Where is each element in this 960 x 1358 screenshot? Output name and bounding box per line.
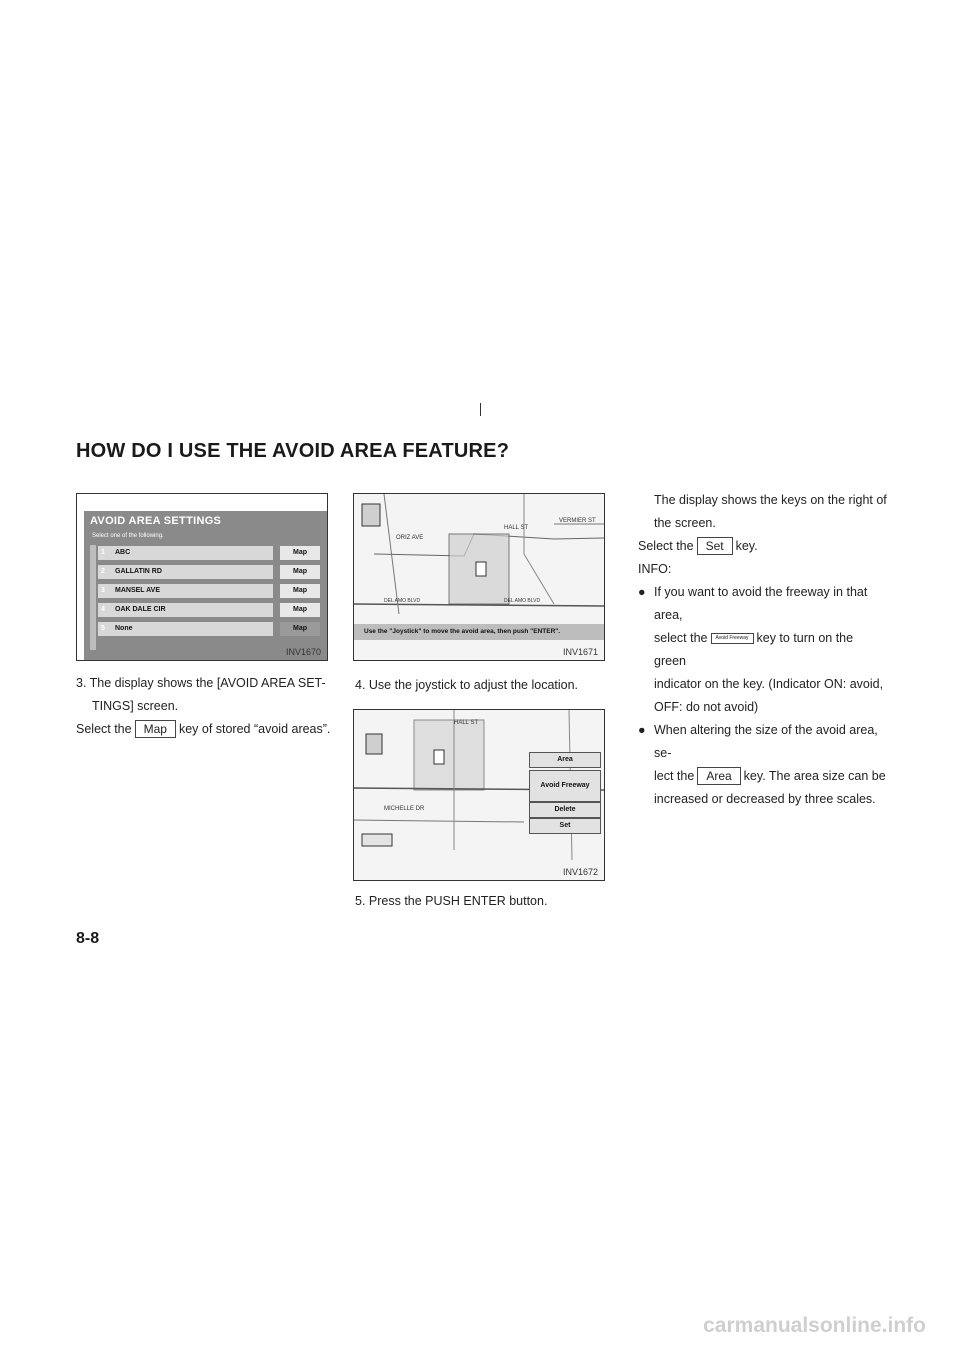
step-5: 5. Press the PUSH ENTER button. [355, 894, 548, 908]
figure-avoid-area-map [353, 493, 605, 661]
top-mark [480, 403, 481, 416]
set-button: Set [529, 818, 601, 834]
list-item: 5 None [98, 622, 273, 636]
map-button: Map [280, 584, 320, 598]
map-button: Map [280, 565, 320, 579]
step-4: 4. Use the joystick to adjust the location. [355, 678, 579, 692]
page-heading: HOW DO I USE THE AVOID AREA FEATURE? [76, 440, 510, 462]
area-button: Area [529, 752, 601, 768]
svg-text:DEL AMO BLVD: DEL AMO BLVD [384, 598, 421, 604]
watermark: carmanualsonline.info [703, 1314, 926, 1337]
area-key: Area [697, 767, 740, 785]
svg-text:VERMIER ST: VERMIER ST [559, 518, 596, 524]
figure-label: INV1672 [562, 867, 598, 877]
bullet-item: ● If you want to avoid the freeway in that area, select the Avoid Freeway key to turn on the green indicator on the key. (Indicator ON: avoid, OFF: do not avoid) [638, 585, 884, 714]
avoid-freeway-button: Avoid Freeway [529, 770, 601, 802]
info-label: INFO: [638, 562, 672, 576]
map-footer: Use the "Joystick" to move the avoid area, then push "ENTER". [364, 628, 561, 635]
figure-label: INV1671 [562, 647, 598, 657]
bullet-item: ● When altering the size of the avoid area, se- lect the Area key. The area size can be increased or decreased by three scales. [638, 723, 886, 806]
figure-label: INV1670 [285, 647, 321, 657]
svg-text:MICHELLE DR: MICHELLE DR [384, 806, 425, 812]
keys-description-line2: the screen. [654, 516, 716, 530]
column-3-text [638, 489, 888, 811]
select-set-line: Select the Set key. [638, 539, 758, 553]
svg-text:ORIZ AVE: ORIZ AVE [396, 535, 424, 541]
map-button: Map [280, 622, 320, 636]
map-image [354, 494, 604, 660]
scroll-rail [90, 545, 96, 650]
page-number: 8-8 [76, 930, 100, 947]
svg-text:HALL ST: HALL ST [504, 525, 529, 531]
delete-button: Delete [529, 802, 601, 818]
svg-text:HALL ST: HALL ST [454, 720, 479, 726]
figure-avoid-area-keys [353, 709, 605, 881]
screen-instruction: Select one of the following. [92, 533, 164, 539]
step-3-line1: 3. The display shows the [AVOID AREA SET- [76, 676, 326, 690]
select-map-line: Select the Map key of stored “avoid areas”. [76, 722, 331, 736]
list-item: 3 MANSEL AVE [98, 584, 273, 598]
list-item: 2 GALLATIN RD [98, 565, 273, 579]
set-key: Set [697, 537, 733, 555]
avoid-freeway-key: Avoid Freeway [711, 633, 754, 644]
list-item: 4 OAK DALE CIR [98, 603, 273, 617]
settings-screen [84, 511, 327, 661]
map-key: Map [135, 720, 176, 738]
list-item: 1 ABC [98, 546, 273, 560]
map-button: Map [280, 546, 320, 560]
column-1-text [76, 672, 336, 741]
step-3-line2: TINGS] screen. [92, 699, 179, 713]
keys-description-line1: The display shows the keys on the right of [654, 493, 887, 507]
svg-text:DEL AMO BLVD: DEL AMO BLVD [504, 598, 541, 604]
map-button: Map [280, 603, 320, 617]
screen-title: AVOID AREA SETTINGS [90, 515, 222, 527]
figure-avoid-area-settings [76, 493, 328, 661]
